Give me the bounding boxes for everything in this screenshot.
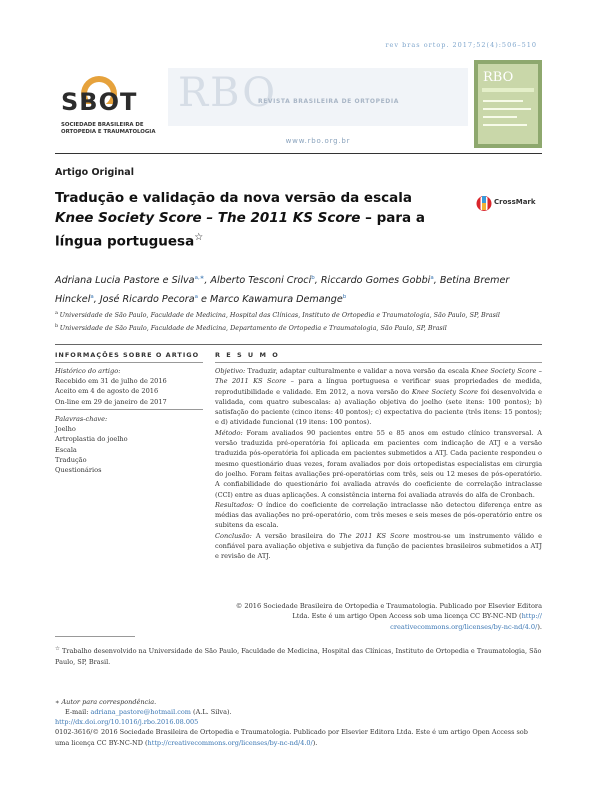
article-type: Artigo Original bbox=[55, 167, 134, 178]
journal-website-link[interactable]: www.rbo.org.br bbox=[285, 137, 351, 145]
keywords-label: Palavras-chave: bbox=[55, 415, 108, 423]
copyright-line-2 bbox=[215, 611, 542, 621]
abstract-heading: R E S U M O bbox=[215, 351, 280, 359]
email-label: E-mail: bbox=[65, 708, 91, 716]
cover-strip bbox=[482, 88, 534, 92]
affiliations bbox=[55, 308, 542, 334]
journal-banner-subtitle: REVISTA BRASILEIRA DE ORTOPEDIA bbox=[258, 98, 399, 105]
title-line-2-rest: – para a bbox=[360, 210, 425, 226]
abstract-body bbox=[215, 366, 542, 562]
footnote-divider bbox=[55, 636, 135, 637]
author-affiliation-marker: a bbox=[430, 275, 434, 281]
abstract-results bbox=[215, 500, 542, 531]
article-info-rule bbox=[55, 409, 203, 410]
author-affiliation-marker: b bbox=[311, 275, 315, 281]
results-text: O índice do coeficiente de correlação intraclasse não detectou diferença entre as médias das avaliações no pré-operatório, com três meses e seis meses de pós-operatório entre os subitens da escala. bbox=[215, 500, 542, 530]
author-affiliation-marker: a bbox=[90, 294, 94, 301]
affiliation-marker: a bbox=[55, 310, 60, 316]
crossmark-button[interactable] bbox=[476, 193, 542, 215]
keyword: Artroplastia do joelho bbox=[55, 435, 128, 444]
cover-inner bbox=[478, 64, 538, 144]
history-received: Recebido em 31 de julho de 2016 bbox=[55, 377, 167, 386]
affiliation bbox=[55, 308, 542, 321]
affiliation bbox=[55, 321, 542, 334]
objective-text: – para a língua portuguesa e verificar suas propriedades de medida, reprodutibilidade e validade. Em 2012, a nova versão do bbox=[215, 377, 542, 396]
sbot-logo-subtitle bbox=[61, 122, 157, 136]
author-separator: , bbox=[93, 294, 100, 306]
footnote-doi bbox=[55, 717, 542, 728]
abstract-objective bbox=[215, 366, 542, 428]
author-affiliation-marker: a,∗ bbox=[194, 275, 205, 281]
footnote-star-text: Trabalho desenvolvido na Universidade de São Paulo, Faculdade de Medicina, Hospital das Clínicas, Instituto de Ortopedia e Traumatologia, São Paulo, SP, Brasil. bbox=[55, 647, 542, 666]
article-history bbox=[55, 366, 205, 407]
sbot-logo bbox=[55, 58, 155, 144]
conclusion-text: mostrou-se um instrumento válido e confiável para avaliação objetiva e subjetiva da função de pacientes brasileiros submetidos a ATJ e revisão de ATJ. bbox=[215, 531, 542, 561]
email-link[interactable]: adriana_pastore@hotmail.com bbox=[90, 708, 191, 716]
author-affiliation-marker: a bbox=[194, 294, 198, 301]
footnote-asterisk: ∗ bbox=[55, 698, 62, 706]
title-footnote-star[interactable]: ☆ bbox=[194, 232, 204, 243]
copyright-end: ). bbox=[537, 622, 542, 631]
author-separator: , bbox=[314, 275, 321, 287]
history-online: On-line em 29 de janeiro de 2017 bbox=[55, 397, 167, 406]
author-name[interactable]: Alberto Tesconi Croci bbox=[210, 275, 312, 287]
author-separator: , bbox=[204, 275, 211, 287]
author-name[interactable]: José Ricardo Pecora bbox=[99, 294, 195, 306]
objective-italic: Knee Society Score bbox=[411, 387, 479, 396]
abstract-rule bbox=[215, 362, 542, 363]
author-separator: e bbox=[197, 294, 210, 306]
crossmark-label: CrossMark bbox=[494, 198, 536, 206]
issn-text: 0102-3616/© 2016 Sociedade Brasileira de Ortopedia e Traumatologia. Publicado por Elsevier Editora Ltda. Este é um artigo Open Access sob uma licença CC BY-NC-ND ( bbox=[55, 728, 528, 747]
license-link[interactable]: creativecommons.org/licenses/by-nc-nd/4.0/ bbox=[390, 622, 538, 631]
title-line-2 bbox=[55, 208, 455, 228]
keywords bbox=[55, 414, 205, 475]
license-link[interactable]: http:// bbox=[521, 612, 542, 621]
article-info-heading: INFORMAÇÕES SOBRE O ARTIGO bbox=[55, 351, 200, 359]
cover-line bbox=[483, 116, 517, 118]
cover-line bbox=[483, 100, 523, 102]
results-label: Resultados: bbox=[215, 500, 254, 509]
affiliation-marker: b bbox=[55, 323, 60, 330]
author-name[interactable]: Betina Bremer Hinckel bbox=[55, 275, 510, 306]
cover-line bbox=[483, 124, 527, 126]
conclusion-text: A versão brasileira do bbox=[251, 531, 340, 540]
author-separator: , bbox=[433, 275, 440, 287]
journal-reference: rev bras ortop. 2017;52(4):506–510 bbox=[385, 41, 537, 49]
sbot-logo-word: SBOT bbox=[61, 88, 138, 116]
footnote-star-marker: ☆ bbox=[55, 646, 60, 652]
abstract-conclusion bbox=[215, 531, 542, 562]
author-list bbox=[55, 270, 542, 308]
method-label: Método: bbox=[215, 428, 243, 437]
sbot-sub-line2: ORTOPEDIA E TRAUMATOLOGIA bbox=[61, 129, 156, 135]
header-divider bbox=[55, 153, 542, 154]
author-name[interactable]: Riccardo Gomes Gobbi bbox=[320, 275, 431, 287]
history-label: Histórico do artigo: bbox=[55, 367, 121, 375]
keyword: Questionários bbox=[55, 466, 102, 475]
journal-banner-title: RBO bbox=[178, 70, 278, 116]
objective-text: Traduzir, adaptar culturalmente e validar a nova versão da escala bbox=[245, 367, 472, 375]
author-name[interactable]: Adriana Lucia Pastore e Silva bbox=[55, 275, 195, 287]
conclusion-label: Conclusão: bbox=[215, 531, 252, 540]
license-link[interactable]: http://creativecommons.org/licenses/by-nc-nd/4.0/ bbox=[147, 738, 313, 747]
title-line-3 bbox=[55, 228, 455, 252]
keyword: Escala bbox=[55, 445, 77, 454]
copyright-line-1: © 2016 Sociedade Brasileira de Ortopedia e Traumatologia. Publicado por Elsevier Editora bbox=[235, 602, 542, 610]
author-affiliation-marker: b bbox=[342, 294, 347, 301]
history-accepted: Aceito em 4 de agosto de 2016 bbox=[55, 387, 159, 396]
cover-title: RBO bbox=[483, 70, 514, 85]
objective-italic: Knee Society Score – The 2011 KS Score bbox=[215, 367, 542, 386]
sbot-sub-line1: SOCIEDADE BRASILEIRA DE bbox=[61, 122, 144, 128]
keyword: Joelho bbox=[55, 425, 76, 434]
authors-divider bbox=[55, 344, 542, 345]
abstract-copyright bbox=[215, 601, 542, 632]
doi-link[interactable]: http://dx.doi.org/10.1016/j.rbo.2016.08.005 bbox=[55, 718, 199, 726]
conclusion-italic: The 2011 KS Score bbox=[339, 531, 410, 540]
title-line-3-text: língua portuguesa bbox=[55, 233, 195, 250]
copyright-text: Ltda. Este é um artigo Open Access sob uma licença CC BY-NC-ND ( bbox=[292, 612, 522, 621]
footnote-corresponding-author bbox=[55, 697, 542, 708]
journal-cover-thumbnail bbox=[474, 60, 542, 148]
crossmark-icon bbox=[476, 193, 492, 214]
article-title bbox=[55, 188, 455, 252]
footnote-email bbox=[65, 707, 542, 718]
article-info-rule bbox=[55, 362, 203, 363]
abstract-method bbox=[215, 428, 542, 500]
cover-line bbox=[483, 108, 531, 110]
issn-end: ). bbox=[312, 738, 318, 747]
method-text: Foram avaliados 90 pacientes entre 55 e 85 anos em estudo clínico transversal. A versão traduzida pré-operatória foi aplicada em pacientes com indicação de ATJ e a versão traduzida pós-operatória foi aplicada em pacientes submetidos a ATJ. Cada paciente respondeu o mesmo questionário duas vezes, foram avaliados por dois ortopedistas especialistas em cirurgia do joelho. Foram feitas avaliações pré-operatórias com três, seis ou 12 meses de pós-operatório. A confiabilidade do questionário foi avaliada através do coeficiente de correlação intraclasse (CCI) entre as duas aplicações. A consistência interna foi avaliada através do alfa de Cronbach. bbox=[215, 428, 542, 499]
affiliation-text: Universidade de São Paulo, Faculdade de Medicina, Hospital das Clínicas, Instituto de Ortopedia e Traumatologia, São Paulo, SP, Brasil bbox=[59, 311, 500, 320]
affiliation-text: Universidade de São Paulo, Faculdade de Medicina, Departamento de Ortopedia e Traumatologia, São Paulo, SP, Brasil bbox=[59, 324, 447, 333]
title-italic-scale: Knee Society Score – The 2011 KS Score bbox=[55, 210, 361, 226]
copyright-line-3 bbox=[215, 622, 542, 632]
keyword: Tradução bbox=[55, 455, 87, 464]
objective-text: foi desenvolvida e validada, com quatro subescalas: a) avaliação objetiva do joelho (sete itens: 100 pontos); b) satisfação do paciente (cinco itens: 40 pontos); c) expectativa do paciente (três itens: 15 pontos); e d) atividade funcional (19 itens: 100 pontos). bbox=[215, 387, 543, 427]
title-line-1: Tradução e validação da nova versão da escala bbox=[55, 190, 412, 206]
footnote-star bbox=[55, 644, 542, 667]
corresponding-author-note: Autor para correspondência. bbox=[61, 698, 157, 706]
author-name[interactable]: Marco Kawamura Demange bbox=[209, 294, 343, 306]
email-name: (A.L. Silva). bbox=[190, 708, 232, 716]
footnote-issn bbox=[55, 727, 542, 748]
objective-label: Objetivo: bbox=[215, 367, 246, 375]
